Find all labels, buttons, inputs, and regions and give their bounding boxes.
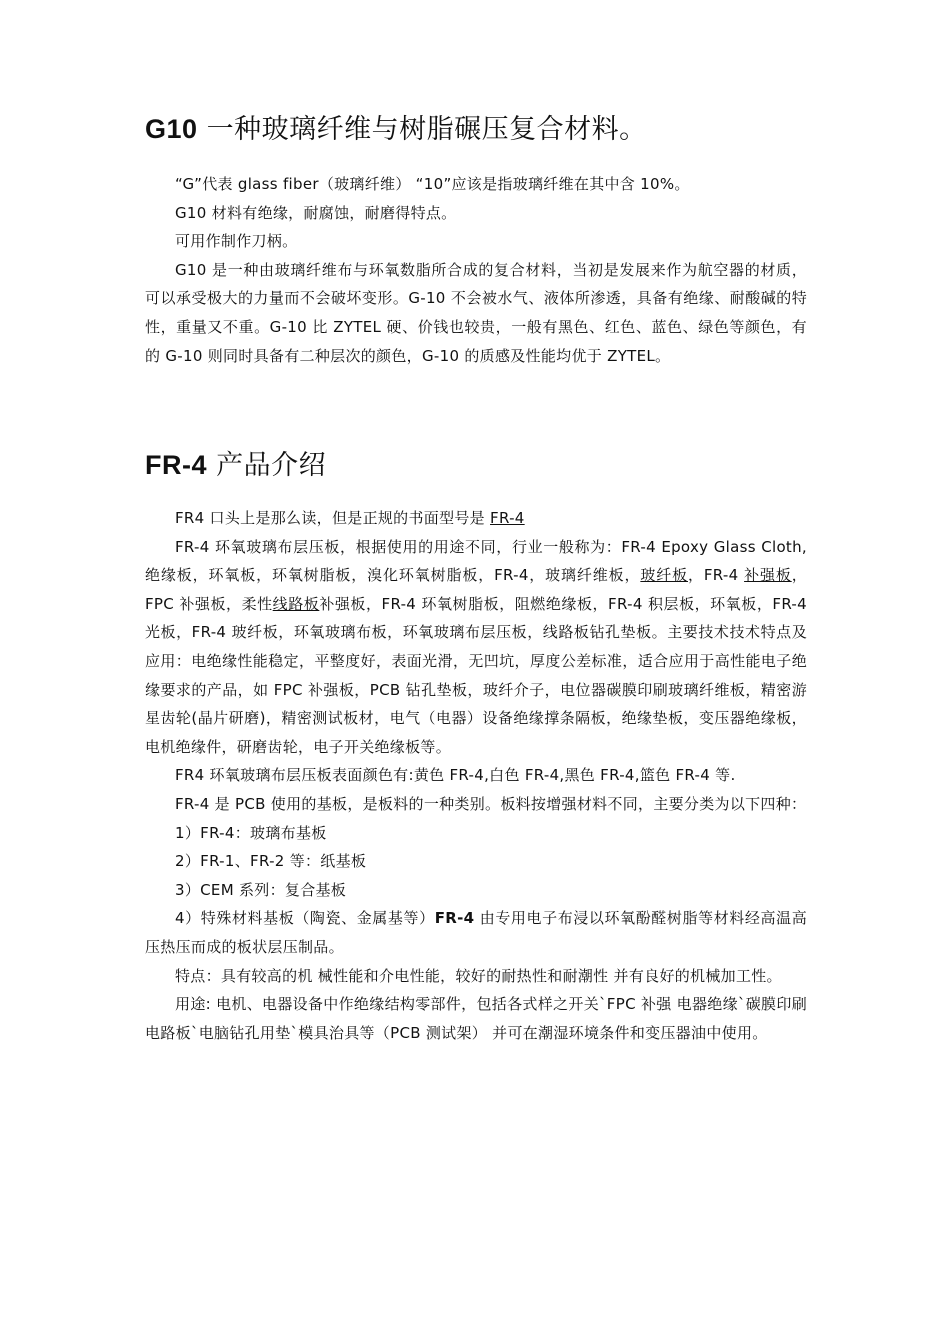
paragraph-features: 特点：具有较高的机 械性能和介电性能，较好的耐热性和耐潮性 并有良好的机械加工性。 [175, 966, 782, 985]
paragraph-g-meaning: “G”代表 glass fiber（玻璃纤维） “10”应该是指玻璃纤维在其中含 10%。 [175, 175, 690, 193]
section-heading-fr4 [145, 448, 326, 483]
circuit-board-link[interactable]: 线路板 [272, 594, 320, 613]
glass-fiber-board-link[interactable]: 玻纤板 [640, 566, 688, 585]
paragraph-knife-handle: 可用作制作刀柄。 [175, 232, 298, 251]
paragraph-g10-properties: G10 材料有绝缘，耐腐蚀，耐磨得特点。 [175, 203, 457, 222]
paragraph-g10-description: G10 是一种由玻璃纤维布与环氧数脂所合成的复合材料，当初是发展来作为航空器的材质，可以承受极大的力量而不会破坏变形。G-10 不会被水气、液体所渗透，具备有绝缘、耐酸碱的特性，重量又不重。G-10 比 ZYTEL 硬、价钱也较贵，一般有黑色、红色、蓝色、绿色等颜色，有的 G-10 则同时具备有二种层次的颜色，G-10 的质感及性能均优于 ZYTEL。 [145, 260, 807, 365]
paragraph-fr4-names-part-b: ，FR-4 [687, 566, 745, 585]
list-item-special-substrate [145, 904, 807, 961]
paragraph-fr4-names [145, 533, 807, 762]
fr4-bold-term: FR-4 [434, 909, 475, 928]
stiffener-board-link[interactable]: 补强板 [744, 566, 792, 585]
section-body-fr4 [145, 504, 807, 1047]
paragraph-fr4-names-part-a: FR-4 环氧玻璃布层压板，根据使用的用途不同，行业一般称为：FR-4 Epoxy Glass Cloth,绝缘板，环氧板，环氧树脂板，溴化环氧树脂板，FR-4，玻璃纤维板， [145, 537, 807, 585]
section-body-g10 [145, 170, 807, 370]
paragraph-fr4-names-part-d: 补强板，FR-4 环氧树脂板，阻燃绝缘板，FR-4 积层板，环氧板，FR-4 光板，FR-4 玻纤板，环氧玻璃布板，环氧玻璃布层压板，线路板钻孔垫板。主要技术技术特点及应用：电绝缘性能稳定，平整度好，表面光滑，无凹坑，厚度公差标准，适合应用于高性能电子绝缘要求的产品，如 FPC 补强板，PCB 钻孔垫板，玻纤介子，电位器碳膜印刷玻璃纤维板，精密游星齿轮(晶片研磨)，精密测试板材，电气（电器）设备绝缘撑条隔板，绝缘垫板，变压器绝缘板，电机绝缘件，研磨齿轮，电子开关绝缘板等。 [145, 594, 807, 756]
heading-lead-g10: G10 [145, 114, 198, 144]
heading-lead-fr4: FR-4 [145, 450, 207, 480]
list-item-special-substrate-text: 4）特殊材料基板（陶瓷、金属基等） [175, 909, 435, 928]
paragraph-uses: 用途: 电机、电器设备中作绝缘结构零部件，包括各式样之开关`FPC 补强 电器绝缘`碳膜印刷电路板`电脑钻孔用垫`模具治具等（PCB 测试架） 并可在潮湿环境条件和变压器油中使用。 [145, 995, 807, 1042]
paragraph-fr4-reading [145, 504, 807, 533]
list-item-paper-substrate: 2）FR-1、FR-2 等：纸基板 [175, 852, 367, 871]
heading-text-g10: 一种玻璃纤维与树脂碾压复合材料。 [197, 114, 647, 145]
paragraph-fr4-pcb-substrate: FR-4 是 PCB 使用的基板，是板料的一种类别。板料按增强材料不同，主要分类为以下四种： [175, 794, 807, 813]
section-heading-g10 [145, 112, 647, 147]
heading-text-fr4: 产品介绍 [207, 450, 327, 481]
fr4-manufacturing-text: 由专用电子布浸以环氧酚醛树脂等材料经高温高压热压而成的板状层压制品。 [145, 909, 807, 956]
list-item-glass-cloth-substrate: 1）FR-4：玻璃布基板 [175, 823, 327, 842]
list-item-composite-substrate: 3）CEM 系列：复合基板 [175, 880, 347, 899]
fr4-link[interactable]: FR-4 [490, 509, 525, 527]
paragraph-fr4-colors: FR4 环氧玻璃布层压板表面颜色有:黄色 FR-4,白色 FR-4,黑色 FR-4,篮色 FR-4 等. [175, 766, 736, 785]
paragraph-fr4-reading-text: FR4 口头上是那么读，但是正规的书面型号是 [175, 509, 491, 527]
paragraph-fr4-names-part-c: ，FPC 补强板，柔性 [145, 566, 807, 613]
